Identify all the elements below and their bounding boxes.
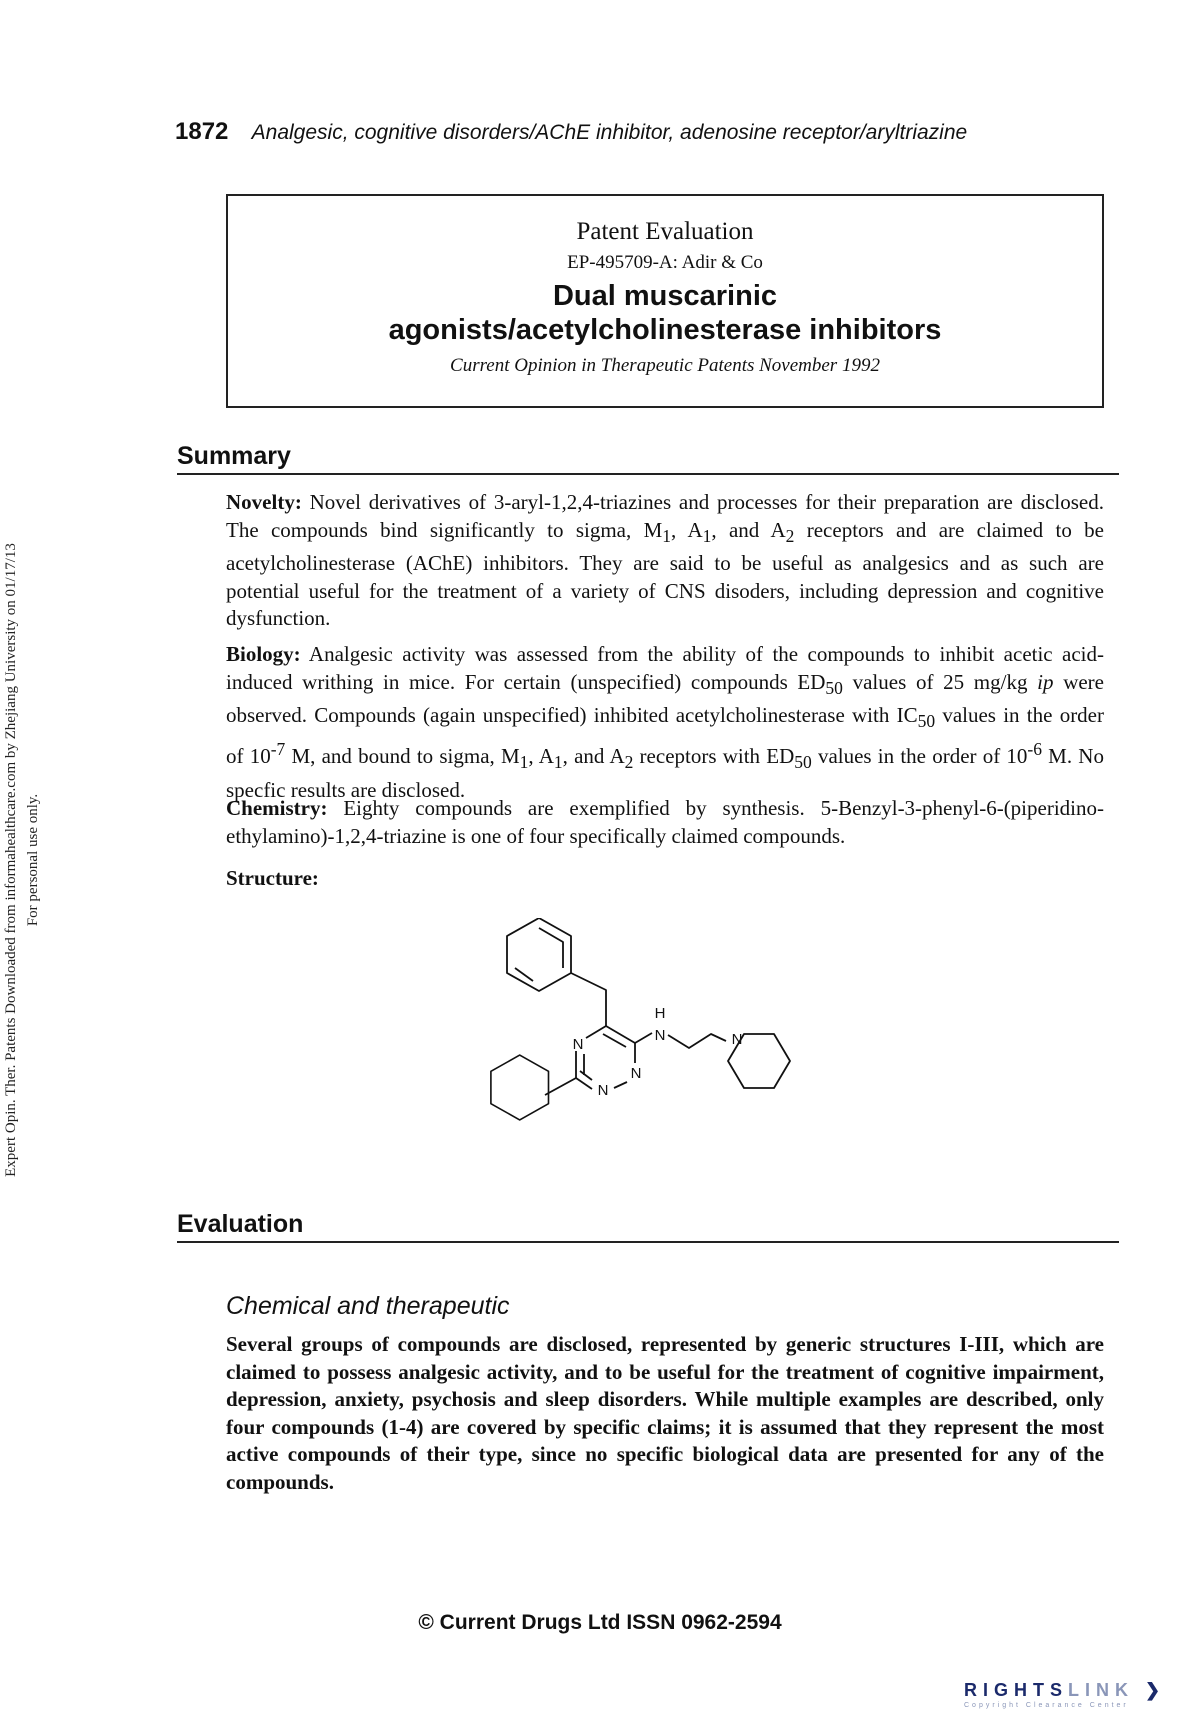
- chemistry-paragraph: [226, 795, 1104, 850]
- biology-text: values in the order of 10: [811, 743, 1028, 768]
- chemistry-label: Chemistry:: [226, 796, 328, 820]
- atom-n-piperidine: N: [731, 1031, 743, 1048]
- structure-label: Structure:: [226, 866, 319, 890]
- chemistry-text: Eighty compounds are exemplified by synthesis. 5-Benzyl-3-phenyl-6-(piperidino-ethylamino)-1,2,4-triazine is one of four specifically claimed compounds.: [226, 796, 1104, 848]
- novelty-text: Novel derivatives of 3-aryl-1,2,4-triazines and processes for their preparation are disclosed. The compounds bind significantly to sigma, M: [226, 490, 1104, 542]
- summary-rule: [177, 473, 1119, 475]
- biology-text: were observed. Compounds (again unspecified) inhibited acetylcholinesterase with IC: [226, 669, 1105, 728]
- amine-bond: [635, 1033, 652, 1043]
- phenyl-ring: [491, 1055, 549, 1120]
- subscript: 1: [662, 525, 672, 546]
- article-title: [228, 279, 1102, 347]
- biology-text: M, and bound to sigma, M: [285, 743, 520, 768]
- page-number: 1872: [175, 118, 229, 145]
- summary-heading: Summary: [177, 442, 291, 470]
- chemical-structure: [490, 918, 830, 1128]
- evaluation-paragraph: Several groups of compounds are disclosed, represented by generic structures I-III, which are claimed to possess analgesic activity, and to be useful for the treatment of cognitive impairment, depression, anxiety, psychosis and sleep disorders. While multiple examples are described, only four compounds (1-4) are covered by specific claims; it is assumed that they represent the most active compounds of their type, since no specific biological data are presented for any of the compounds.: [226, 1332, 1104, 1494]
- rightslink-wordmark: [964, 1680, 1200, 1701]
- article-title-line2: agonists/acetylcholinesterase inhibitors: [388, 314, 942, 346]
- subscript: 1: [519, 752, 529, 773]
- biology-text: Analgesic activity was assessed from the ability of the compounds to inhibit acetic acid-induced writhing in mice. For certain (unspecified) compounds ED: [226, 642, 1104, 694]
- side-note-line2: For personal use only.: [25, 793, 41, 927]
- journal-citation: Current Opinion in Therapeutic Patents November 1992: [450, 355, 880, 376]
- route-ip: ip: [1037, 669, 1054, 694]
- biology-text: values of 25 mg/kg: [842, 669, 1038, 694]
- triazine-bond: [606, 1026, 635, 1043]
- copyright-footer: © Current Drugs Ltd ISSN 0962-2594: [418, 1611, 782, 1634]
- atom-h: H: [654, 1005, 666, 1022]
- rightslink-logo[interactable]: [964, 1680, 1200, 1720]
- biology-label: Biology:: [226, 642, 301, 666]
- structure-label-line: [226, 865, 1104, 893]
- download-side-note: [0, 480, 56, 1240]
- novelty-text: , A: [671, 517, 703, 542]
- subscript: 50: [917, 711, 936, 732]
- patent-title-box: [226, 194, 1104, 408]
- subscript: 2: [624, 752, 634, 773]
- rightslink-subtitle: Copyright Clearance Center: [964, 1702, 1129, 1709]
- biology-text: receptors with ED: [633, 743, 795, 768]
- side-note-line1: Expert Opin. Ther. Patents Downloaded from informahealthcare.com by Zhejiang University on 01/17/13: [3, 543, 19, 1177]
- biology-text: M. No specfic results are disclosed.: [226, 743, 1104, 802]
- rightslink-part2: LINK: [1068, 1680, 1135, 1700]
- biology-text: , A: [528, 743, 554, 768]
- running-head-text: Analgesic, cognitive disorders/AChE inhibitor, adenosine receptor/aryltriazine: [251, 121, 968, 144]
- triazine-bond: [586, 1026, 606, 1038]
- biology-paragraph: [226, 641, 1104, 804]
- triazine-bond: [614, 1082, 627, 1088]
- evaluation-rule: [177, 1241, 1119, 1243]
- rightslink-part1: RIGHTS: [964, 1680, 1069, 1700]
- biology-text: , and A: [562, 743, 625, 768]
- atom-n1: N: [630, 1065, 642, 1082]
- atom-nh: N: [654, 1027, 666, 1044]
- superscript: -7: [270, 738, 286, 759]
- subscript: 1: [702, 525, 712, 546]
- novelty-text: , and A: [711, 517, 786, 542]
- triazine-bond: [576, 1078, 592, 1089]
- subscript: 50: [825, 677, 843, 698]
- article-title-line1: Dual muscarinic: [552, 280, 778, 312]
- ethyl-chain-bond: [668, 1034, 726, 1048]
- biology-text: values in the order of 10: [226, 703, 1104, 768]
- running-header: [175, 118, 1135, 146]
- box-label: Patent Evaluation: [576, 218, 754, 245]
- phenyl-bond: [545, 1078, 576, 1095]
- evaluation-heading: Evaluation: [177, 1210, 304, 1238]
- atom-n4: N: [572, 1036, 584, 1053]
- novelty-paragraph: [226, 489, 1104, 633]
- atom-n2: N: [597, 1082, 609, 1099]
- benzyl-ring-inner-bond: [539, 928, 563, 968]
- patent-number: EP-495709-A: Adir & Co: [567, 252, 763, 273]
- triazine-double-bond: [580, 1071, 592, 1080]
- subscript: 50: [794, 752, 812, 773]
- superscript: -6: [1027, 738, 1042, 759]
- subscript: 1: [553, 752, 563, 773]
- evaluation-subheading: Chemical and therapeutic: [226, 1292, 510, 1320]
- benzyl-ch2-bond: [571, 973, 606, 1026]
- subscript: 2: [785, 525, 795, 546]
- novelty-label: Novelty:: [226, 490, 302, 514]
- novelty-text: receptors and are claimed to be acetylcholinesterase (AChE) inhibitors. They are said to be useful as analgesics and as such are potential useful for the treatment of a variety of CNS disoders, including depression and cognitive dysfunction.: [226, 517, 1104, 631]
- rightslink-arrow-icon: ❯: [1145, 1680, 1167, 1700]
